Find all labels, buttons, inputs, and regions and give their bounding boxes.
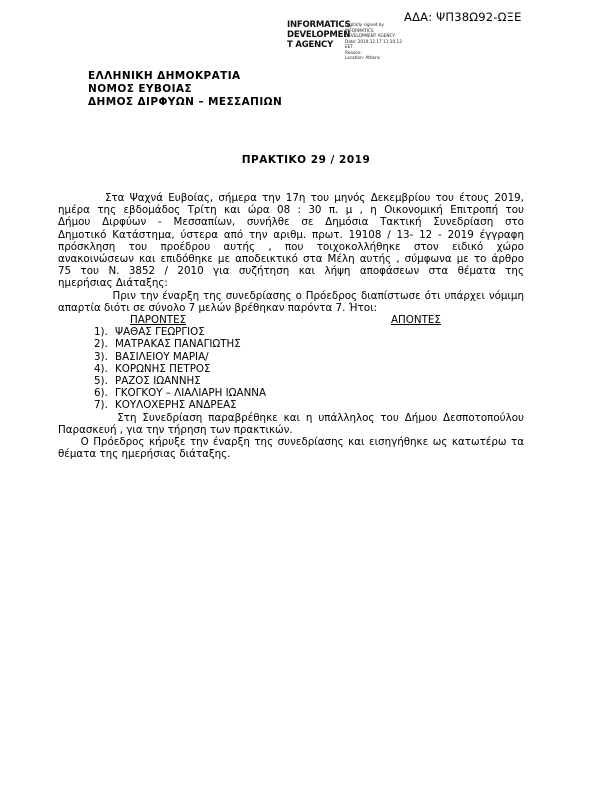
ada-code <box>404 10 522 24</box>
document-title: ΠΡΑΚΤΙΚΟ 29 / 2019 <box>241 154 371 166</box>
member-name: ΒΑΣΙΛΕΙΟΥ ΜΑΡΙΑ/ <box>115 350 209 363</box>
text-line: πρόσκληση του προέδρου αυτής , που τοιχοκολλήθηκε στον ειδικό χώρο <box>58 240 524 253</box>
paragraph-meeting-intro <box>58 192 524 290</box>
text-line: Δήμου Διρφύων - Μεσσαπίων, συνήλθε σε Δημόσια Τακτική Συνεδρίαση στο <box>58 216 524 229</box>
header-line: ΔΗΜΟΣ ΔΙΡΦΥΩΝ – ΜΕΣΣΑΠΙΩΝ <box>88 95 283 108</box>
signature-detail-line: INFORMATICS <box>345 27 374 33</box>
present-members-list <box>58 326 524 411</box>
member-number: 7). <box>94 399 108 412</box>
text-line: ημερήσιας Διάταξης: <box>58 277 168 290</box>
signature-agency-line: T AGENCY <box>287 40 334 50</box>
text-line: Πριν την έναρξη της συνεδρίασης ο Πρόεδρος διαπίστωσε ότι υπάρχει νόμιμη <box>58 289 524 302</box>
signature-detail-line: Date: 2019.12.17 11:10:12 <box>345 38 402 44</box>
ada-value: ΨΠ38Ω92-ΩΞΕ <box>436 10 522 24</box>
member-name: ΚΟΥΛΟΧΕΡΗΣ ΑΝΔΡΕΑΣ <box>115 399 237 412</box>
signature-agency-line: INFORMATICS <box>287 20 351 30</box>
present-header: ΠΑΡΟΝΤΕΣ <box>130 314 187 327</box>
attendance-headers <box>58 314 524 326</box>
digital-signature-details <box>345 22 402 61</box>
text-line: 75 του Ν. 3852 / 2010 για συζήτηση και λήψη αποφάσεων στα θέματα της <box>58 265 524 278</box>
text-line: Ο Πρόεδρος κήρυξε την έναρξη της συνεδρίασης και εισηγήθηκε ως κατωτέρω τα <box>58 435 524 448</box>
member-number: 6). <box>94 387 108 400</box>
document-body <box>58 192 524 460</box>
signature-detail-line: Digitally signed by <box>345 22 384 27</box>
text-line: Στα Ψαχνά Ευβοίας, σήμερα την 17η του μηνός Δεκεμβρίου του έτους 2019, <box>58 192 524 204</box>
signature-detail-line: EET <box>345 44 353 49</box>
member-name: ΓΚΟΓΚΟΥ – ΛΙΑΛΙΑΡΗ ΙΩΑΝΝΑ <box>115 387 267 400</box>
paragraph-secretary <box>58 412 524 436</box>
header-line: ΕΛΛΗΝΙΚΗ ΔΗΜΟΚΡΑΤΙΑ <box>88 70 241 82</box>
member-name: ΜΑΤΡΑΚΑΣ ΠΑΝΑΓΙΩΤΗΣ <box>115 338 241 351</box>
member-number: 5). <box>94 374 108 387</box>
paragraph-quorum <box>58 290 524 314</box>
text-line: θέματα της ημερήσιας διάταξης. <box>58 448 231 461</box>
signature-detail-line: Reason: <box>345 49 362 55</box>
signature-detail-line: Location: Athens <box>345 55 380 60</box>
text-line: απαρτία διότι σε σύνολο 7 μελών βρέθηκαν παρόντα 7. Ήτοι: <box>58 301 378 314</box>
text-line: Παρασκευή , για την τήρηση των πρακτικών. <box>58 423 293 436</box>
absent-header: ΑΠΟΝΤΕΣ <box>391 314 441 327</box>
member-row <box>58 338 524 350</box>
member-name: ΚΟΡΩΝΗΣ ΠΕΤΡΟΣ <box>115 362 211 375</box>
member-row <box>58 387 524 399</box>
member-row <box>58 375 524 387</box>
document-header <box>88 70 282 109</box>
text-line: Στη Συνεδρίαση παραβρέθηκε και η υπάλληλος του Δήμου Δεσποτοπούλου <box>58 411 524 424</box>
member-row <box>58 351 524 363</box>
signature-agency-line: DEVELOPMEN <box>287 30 351 40</box>
member-row <box>58 399 524 411</box>
signature-detail-line: DEVELOPMENT AGENCY <box>345 33 395 38</box>
text-line: ανακοινώσεων και επιδόθηκε με αποδεικτικό στα Μέλη αυτής , σύμφωνα με το άρθρο <box>58 253 524 266</box>
member-name: ΡΑΖΟΣ ΙΩΑΝΝΗΣ <box>115 374 201 387</box>
digital-signature-agency <box>287 20 351 50</box>
member-number: 2). <box>94 338 108 351</box>
header-line: ΝΟΜΟΣ ΕΥΒΟΙΑΣ <box>88 82 193 95</box>
text-line: Δημοτικό Κατάστημα, ύστερα από την αριθμ. πρωτ. 19108 / 13- 12 - 2019 έγγραφη <box>58 228 524 241</box>
member-row <box>58 363 524 375</box>
member-number: 3). <box>94 350 108 363</box>
member-row <box>58 326 524 338</box>
paragraph-opening <box>58 436 524 460</box>
member-number: 4). <box>94 362 108 375</box>
member-number: 1). <box>94 326 108 339</box>
ada-label: ΑΔΑ: <box>404 10 433 24</box>
member-name: ΨΑΘΑΣ ΓΕΩΡΓΙΟΣ <box>115 326 205 339</box>
text-line: ημέρα της εβδομάδος Τρίτη και ώρα 08 : 30 π. μ , η Οικονομική Επιτροπή του <box>58 204 524 217</box>
